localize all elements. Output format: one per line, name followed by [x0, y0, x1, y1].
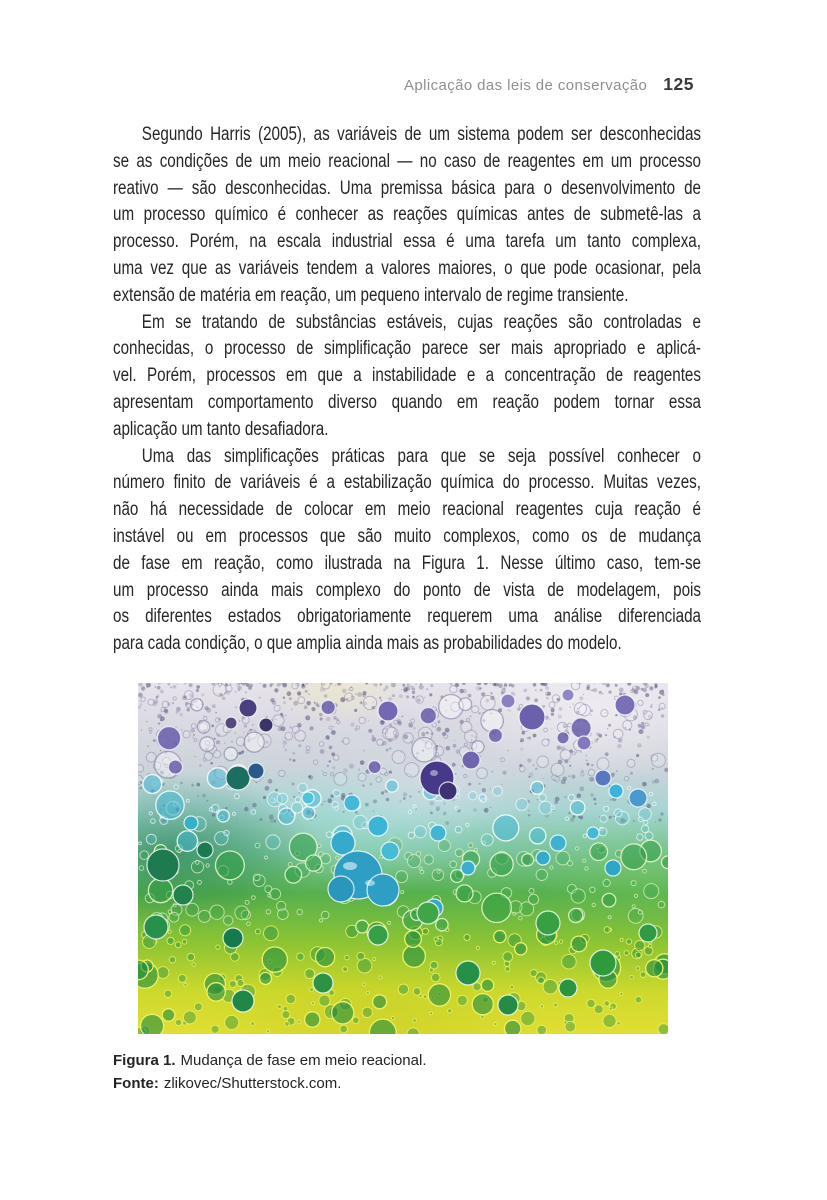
figure-photo [138, 683, 668, 1034]
text-line: apresentam comportamento diverso quando em reação podem tornar essa [113, 391, 701, 413]
figure-caption-line [113, 1049, 713, 1072]
paragraph [113, 122, 701, 310]
text-line: os diferentes estados obrigatoriamente requerem uma análise diferenciada [113, 606, 701, 628]
text-line: de fase em reação, como ilustrada na Figura 1. Nesse último caso, tem-se [113, 552, 701, 574]
text-line: não há necessidade de colocar em meio reacional reagentes cuja reação é [113, 499, 701, 521]
figure-source-line [113, 1072, 713, 1095]
text-line: Segundo Harris (2005), as variáveis de um sistema podem ser desconhecidas [141, 124, 702, 145]
running-title: Aplicação das leis de conservação [403, 77, 648, 94]
figure-source-text: zlikovec/Shutterstock.com. [163, 1075, 342, 1092]
figure-caption [113, 1049, 713, 1095]
text-line: um processo ainda mais complexo do ponto de vista de modelagem, pois [113, 579, 701, 601]
body-text [113, 122, 701, 658]
text-line: número finito de variáveis é a estabilização química do processo. Muitas vezes, [113, 472, 701, 494]
text-line: extensão de matéria em reação, um pequeno intervalo de regime transiente. [113, 284, 629, 306]
text-line: vel. Porém, processos em que a instabilidade e a concentração de reagentes [113, 365, 701, 387]
text-line: Em se tratando de substâncias estáveis, cujas reações são controladas e [141, 311, 702, 333]
text-line: se as condições de um meio reacional — no caso de reagentes em um processo [113, 150, 701, 172]
text-line: Uma das simplificações práticas para que se seja possível conhecer o [141, 445, 702, 467]
paragraph [113, 310, 701, 444]
figure-caption-text: Mudança de fase em meio reacional. [180, 1052, 427, 1069]
page-number: 125 [663, 74, 694, 94]
text-line: aplicação um tanto desafiadora. [113, 418, 329, 440]
text-line: uma vez que as variáveis tendem a valores maiores, o que pode ocasionar, pela [113, 257, 701, 279]
text-line: reativo — são desconhecidas. Uma premissa básica para o desenvolvimento de [113, 177, 701, 199]
text-line: um processo químico é conhecer as reações químicas antes de submetê-las a [113, 204, 701, 226]
text-line: conhecidas, o processo de simplificação parece ser mais apropriado e aplicá- [113, 338, 701, 360]
bubbles-illustration [138, 683, 668, 1034]
text-line: processo. Porém, na escala industrial essa é uma tarefa um tanto complexa, [113, 231, 701, 253]
figure-source-label: Fonte: [113, 1075, 159, 1092]
text-line: para cada condição, o que amplia ainda mais as probabilidades do modelo. [113, 633, 622, 655]
page-header [113, 74, 694, 95]
text-line: instável ou em processos que são muito complexos, como os de mudança [113, 525, 701, 547]
figure-caption-label: Figura 1. [113, 1052, 176, 1069]
paragraph [113, 444, 701, 658]
